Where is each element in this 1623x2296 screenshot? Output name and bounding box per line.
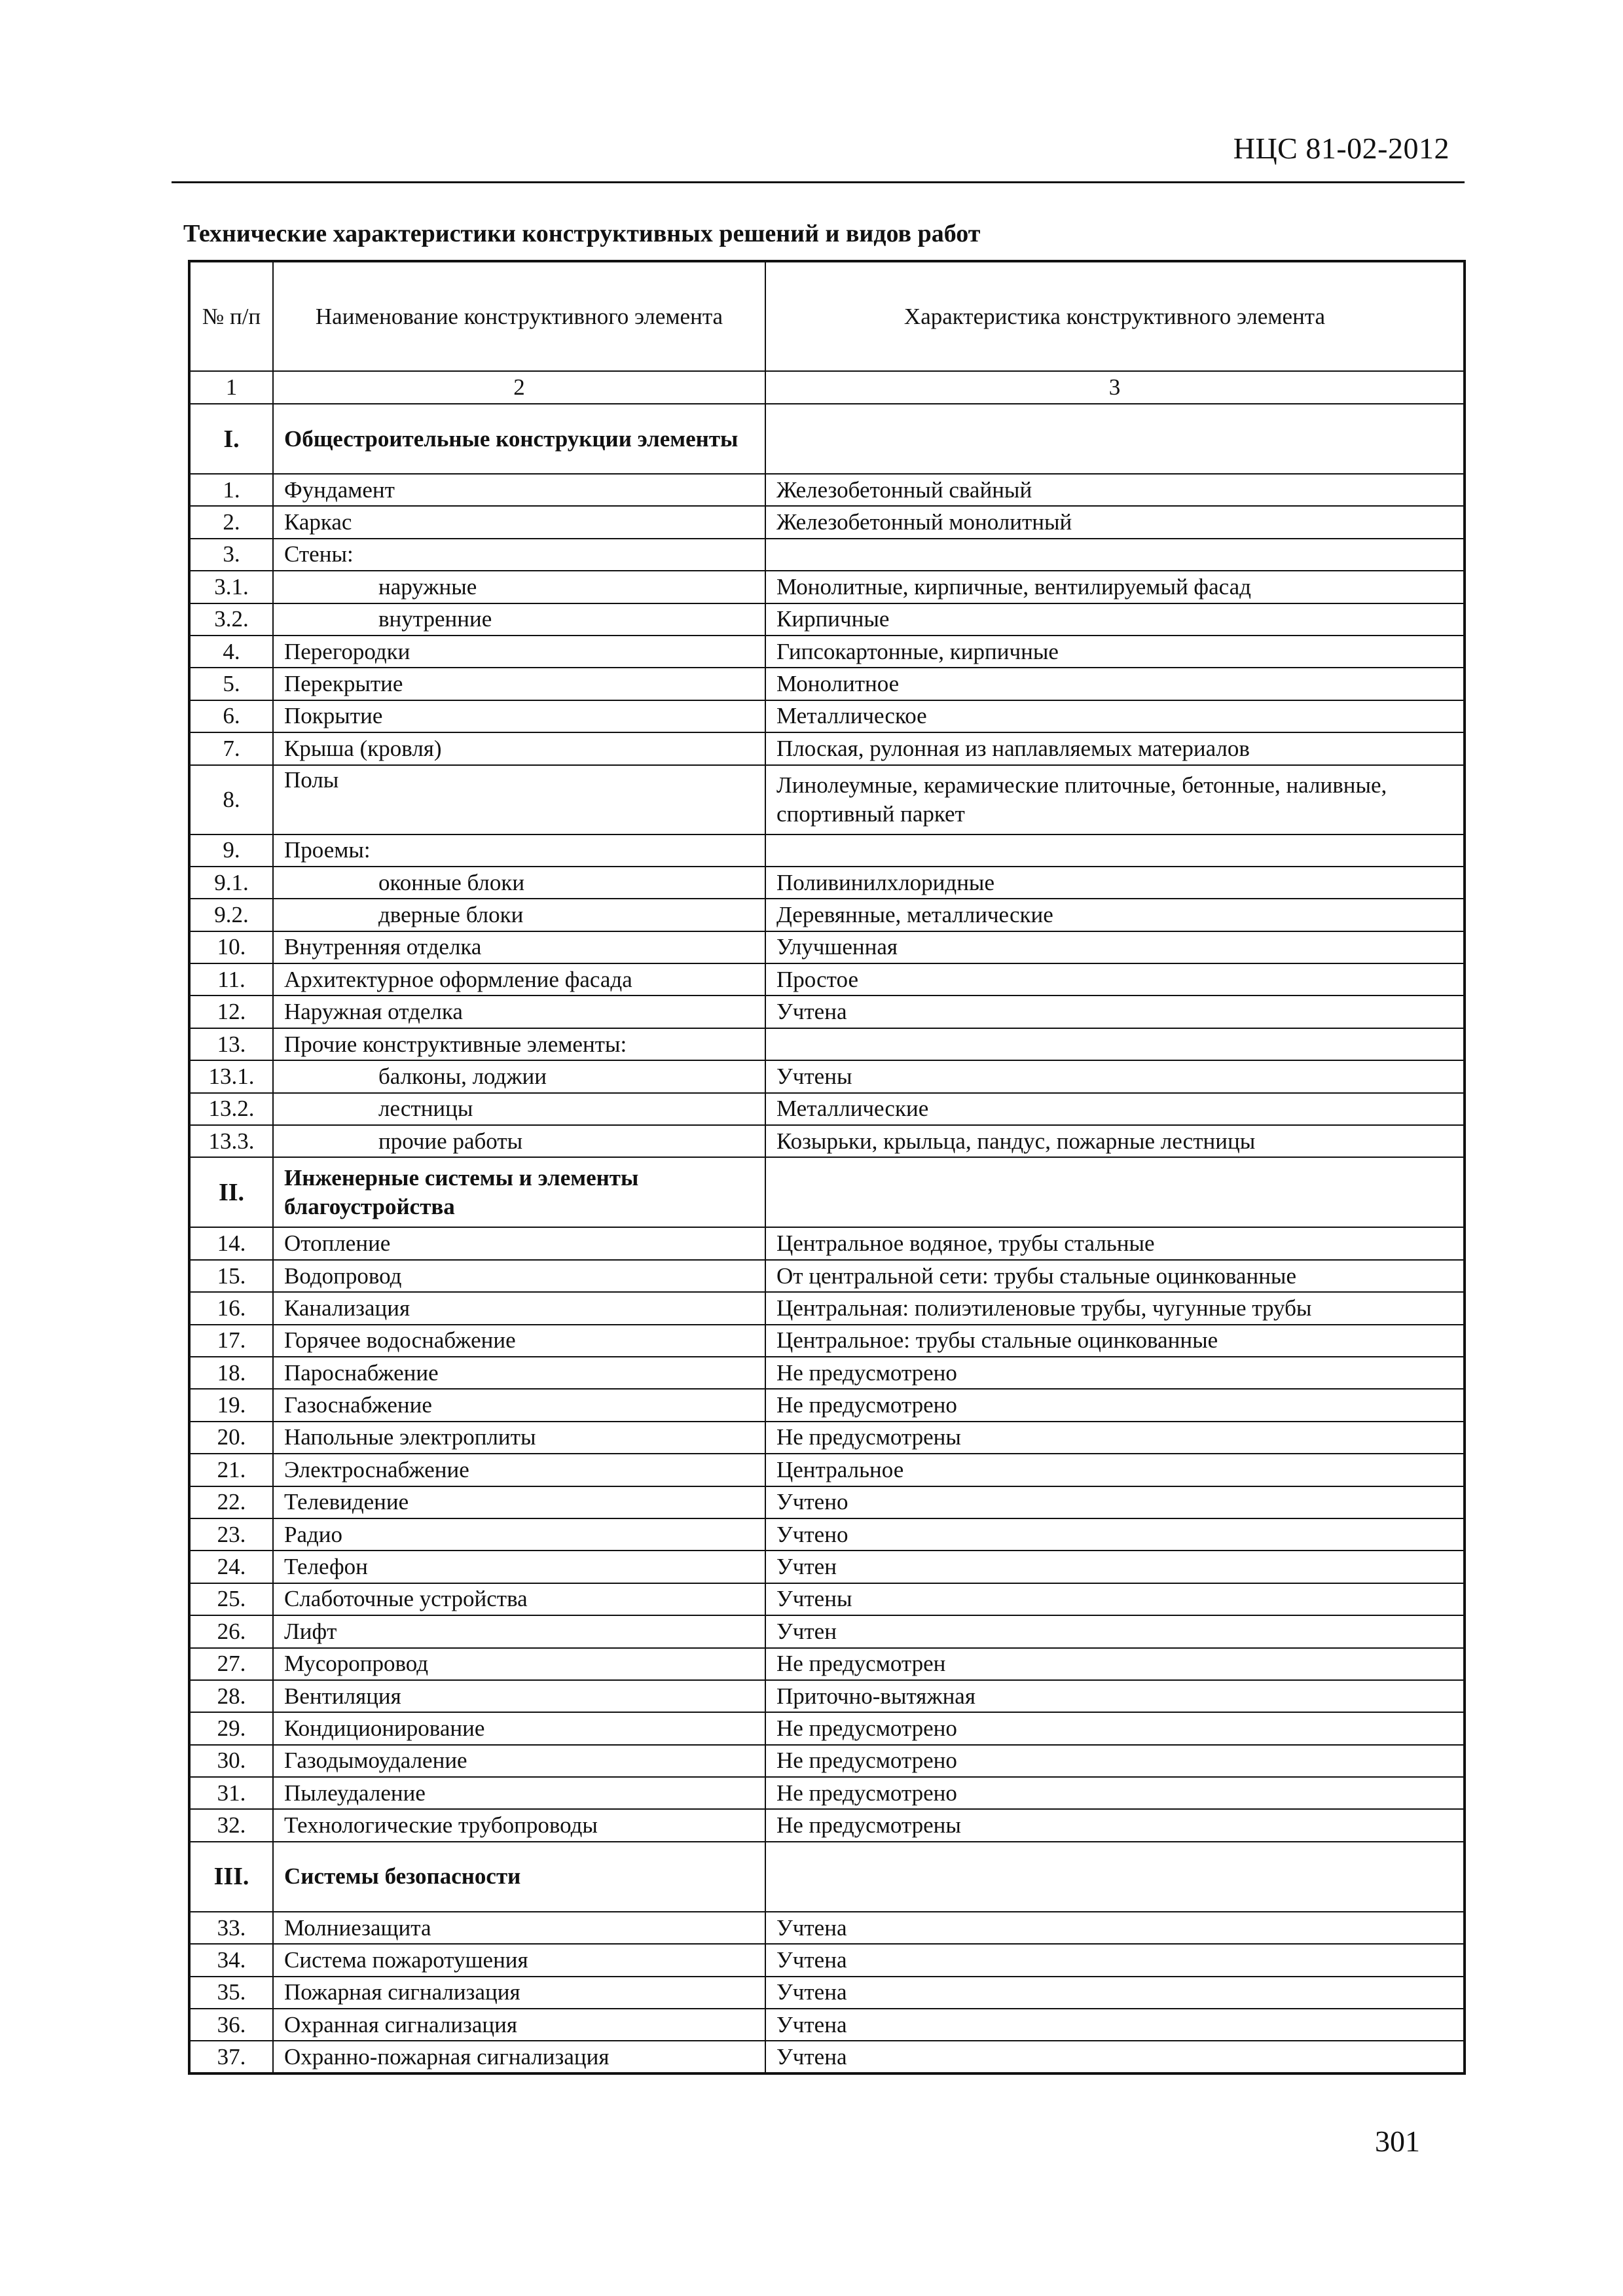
table-row	[189, 765, 1465, 834]
table-row	[189, 963, 1465, 996]
table-row	[189, 1809, 1465, 1841]
element-name: Покрытие	[273, 700, 765, 732]
table-row	[189, 931, 1465, 963]
row-number: 30.	[189, 1745, 273, 1777]
element-name: Крыша (кровля)	[273, 732, 765, 764]
row-number: 13.2.	[189, 1093, 273, 1125]
table-row	[189, 834, 1465, 867]
element-name: внутренние	[273, 603, 765, 636]
row-number: 18.	[189, 1357, 273, 1389]
element-characteristic: Не предусмотрено	[765, 1389, 1465, 1421]
element-characteristic: Не предусмотрены	[765, 1422, 1465, 1454]
element-characteristic: Учтена	[765, 1977, 1465, 2009]
element-name: Перекрытие	[273, 668, 765, 700]
header-characteristic: Характеристика конструктивного элемента	[765, 261, 1465, 371]
row-number: 10.	[189, 931, 273, 963]
element-characteristic	[765, 539, 1465, 571]
element-name: наружные	[273, 571, 765, 603]
row-number: 23.	[189, 1518, 273, 1551]
element-characteristic: Учтен	[765, 1551, 1465, 1583]
element-characteristic: Приточно-вытяжная	[765, 1680, 1465, 1712]
element-characteristic	[765, 1157, 1465, 1227]
row-number: 19.	[189, 1389, 273, 1421]
element-name: Телефон	[273, 1551, 765, 1583]
row-number: 13.1.	[189, 1060, 273, 1092]
element-name: Напольные электроплиты	[273, 1422, 765, 1454]
element-characteristic: Учтена	[765, 996, 1465, 1028]
row-number: 7.	[189, 732, 273, 764]
table-row	[189, 2041, 1465, 2073]
section-row	[189, 1157, 1465, 1227]
row-number: III.	[189, 1842, 273, 1912]
row-number: 3.2.	[189, 603, 273, 636]
element-name: Система пожаротушения	[273, 1944, 765, 1976]
row-number: 13.3.	[189, 1125, 273, 1157]
page-number: 301	[1375, 2125, 1420, 2158]
element-name: Вентиляция	[273, 1680, 765, 1712]
element-characteristic: Монолитное	[765, 668, 1465, 700]
element-name: Электроснабжение	[273, 1454, 765, 1486]
element-characteristic: От центральной сети: трубы стальные оцинкованные	[765, 1260, 1465, 1292]
element-characteristic: Учтено	[765, 1486, 1465, 1518]
element-name: Пожарная сигнализация	[273, 1977, 765, 2009]
row-number: 6.	[189, 700, 273, 732]
row-number: 31.	[189, 1777, 273, 1809]
element-characteristic: Не предусмотрено	[765, 1777, 1465, 1809]
element-characteristic: Учтен	[765, 1615, 1465, 1647]
table-row	[189, 1325, 1465, 1357]
element-name: лестницы	[273, 1093, 765, 1125]
element-name: Внутренняя отделка	[273, 931, 765, 963]
element-name: дверные блоки	[273, 899, 765, 931]
element-name: Стены:	[273, 539, 765, 571]
row-number: 8.	[189, 765, 273, 834]
element-characteristic: Учтена	[765, 1944, 1465, 1976]
element-characteristic: Деревянные, металлические	[765, 899, 1465, 931]
element-name: Инженерные системы и элементы благоустройства	[273, 1157, 765, 1227]
element-name: Перегородки	[273, 636, 765, 668]
element-characteristic: Кирпичные	[765, 603, 1465, 636]
table-row	[189, 1648, 1465, 1680]
row-number: 35.	[189, 1977, 273, 2009]
table-row	[189, 1912, 1465, 1944]
table-row	[189, 1028, 1465, 1060]
element-name: Мусоропровод	[273, 1648, 765, 1680]
row-number: 11.	[189, 963, 273, 996]
element-characteristic: Козырьки, крыльца, пандус, пожарные лестницы	[765, 1125, 1465, 1157]
table-row	[189, 899, 1465, 931]
element-name: прочие работы	[273, 1125, 765, 1157]
element-characteristic	[765, 1842, 1465, 1912]
table-row	[189, 1422, 1465, 1454]
element-name: Отопление	[273, 1227, 765, 1259]
element-characteristic: Не предусмотрено	[765, 1745, 1465, 1777]
section-row	[189, 1842, 1465, 1912]
element-name: Пароснабжение	[273, 1357, 765, 1389]
element-name: Лифт	[273, 1615, 765, 1647]
element-name: Кондиционирование	[273, 1712, 765, 1744]
table-row	[189, 1944, 1465, 1976]
row-number: 28.	[189, 1680, 273, 1712]
element-characteristic	[765, 834, 1465, 867]
element-name: Водопровод	[273, 1260, 765, 1292]
element-characteristic	[765, 404, 1465, 474]
row-number: 15.	[189, 1260, 273, 1292]
element-name: Пылеудаление	[273, 1777, 765, 1809]
element-characteristic: Центральное водяное, трубы стальные	[765, 1227, 1465, 1259]
row-number: 34.	[189, 1944, 273, 1976]
table-row	[189, 1518, 1465, 1551]
column-number: 2	[273, 371, 765, 404]
element-name: оконные блоки	[273, 867, 765, 899]
element-characteristic: Не предусмотрено	[765, 1712, 1465, 1744]
table-row	[189, 1583, 1465, 1615]
element-name: Слаботочные устройства	[273, 1583, 765, 1615]
row-number: 3.	[189, 539, 273, 571]
table-row	[189, 1977, 1465, 2009]
element-name: Общестроительные конструкции элементы	[273, 404, 765, 474]
element-characteristic: Центральное: трубы стальные оцинкованные	[765, 1325, 1465, 1357]
element-characteristic: Металлическое	[765, 700, 1465, 732]
element-characteristic: Центральная: полиэтиленовые трубы, чугунные трубы	[765, 1292, 1465, 1324]
table-row	[189, 1712, 1465, 1744]
table-row	[189, 1486, 1465, 1518]
column-number-row	[189, 371, 1465, 404]
column-number: 1	[189, 371, 273, 404]
row-number: 32.	[189, 1809, 273, 1841]
element-characteristic: Учтена	[765, 2041, 1465, 2073]
table-row	[189, 996, 1465, 1028]
table-row	[189, 732, 1465, 764]
element-name: балконы, лоджии	[273, 1060, 765, 1092]
row-number: 33.	[189, 1912, 273, 1944]
row-number: 3.1.	[189, 571, 273, 603]
row-number: 21.	[189, 1454, 273, 1486]
element-name: Архитектурное оформление фасада	[273, 963, 765, 996]
table-row	[189, 1777, 1465, 1809]
element-characteristic: Не предусмотрен	[765, 1648, 1465, 1680]
element-characteristic: Железобетонный монолитный	[765, 506, 1465, 538]
element-name: Прочие конструктивные элементы:	[273, 1028, 765, 1060]
element-name: Полы	[273, 765, 765, 834]
element-name: Радио	[273, 1518, 765, 1551]
column-number: 3	[765, 371, 1465, 404]
element-characteristic: Простое	[765, 963, 1465, 996]
section-row	[189, 404, 1465, 474]
row-number: 37.	[189, 2041, 273, 2073]
element-name: Горячее водоснабжение	[273, 1325, 765, 1357]
element-characteristic	[765, 1028, 1465, 1060]
element-characteristic: Улучшенная	[765, 931, 1465, 963]
row-number: I.	[189, 404, 273, 474]
element-characteristic: Учтена	[765, 1912, 1465, 1944]
table-row	[189, 1615, 1465, 1647]
row-number: II.	[189, 1157, 273, 1227]
header-rule	[172, 181, 1465, 183]
table-row	[189, 1060, 1465, 1092]
element-characteristic: Учтены	[765, 1583, 1465, 1615]
element-characteristic: Учтены	[765, 1060, 1465, 1092]
element-characteristic: Не предусмотрены	[765, 1809, 1465, 1841]
table-row	[189, 571, 1465, 603]
element-characteristic: Не предусмотрено	[765, 1357, 1465, 1389]
element-characteristic: Учтена	[765, 2009, 1465, 2041]
element-name: Газодымоудаление	[273, 1745, 765, 1777]
row-number: 14.	[189, 1227, 273, 1259]
element-name: Охранная сигнализация	[273, 2009, 765, 2041]
table-row	[189, 1745, 1465, 1777]
table-row	[189, 1357, 1465, 1389]
row-number: 17.	[189, 1325, 273, 1357]
row-number: 29.	[189, 1712, 273, 1744]
table-header-row	[189, 261, 1465, 371]
row-number: 5.	[189, 668, 273, 700]
table-row	[189, 1093, 1465, 1125]
element-characteristic: Железобетонный свайный	[765, 474, 1465, 506]
table-title: Технические характеристики конструктивных решений и видов работ	[183, 220, 981, 247]
table-row	[189, 1292, 1465, 1324]
element-characteristic: Центральное	[765, 1454, 1465, 1486]
element-characteristic: Учтено	[765, 1518, 1465, 1551]
header-num: № п/п	[189, 261, 273, 371]
row-number: 22.	[189, 1486, 273, 1518]
row-number: 16.	[189, 1292, 273, 1324]
element-name: Наружная отделка	[273, 996, 765, 1028]
characteristics-table	[188, 260, 1466, 2075]
element-characteristic: Гипсокартонные, кирпичные	[765, 636, 1465, 668]
row-number: 1.	[189, 474, 273, 506]
header-name: Наименование конструктивного элемента	[273, 261, 765, 371]
table-row	[189, 2009, 1465, 2041]
element-name: Канализация	[273, 1292, 765, 1324]
table-row	[189, 1260, 1465, 1292]
table-row	[189, 1680, 1465, 1712]
row-number: 27.	[189, 1648, 273, 1680]
element-name: Телевидение	[273, 1486, 765, 1518]
element-characteristic: Плоская, рулонная из наплавляемых материалов	[765, 732, 1465, 764]
row-number: 9.2.	[189, 899, 273, 931]
element-name: Молниезащита	[273, 1912, 765, 1944]
table-row	[189, 506, 1465, 538]
element-name: Проемы:	[273, 834, 765, 867]
row-number: 2.	[189, 506, 273, 538]
row-number: 9.	[189, 834, 273, 867]
table-row	[189, 1454, 1465, 1486]
row-number: 9.1.	[189, 867, 273, 899]
row-number: 12.	[189, 996, 273, 1028]
table-row	[189, 636, 1465, 668]
table-row	[189, 700, 1465, 732]
element-name: Каркас	[273, 506, 765, 538]
element-characteristic: Монолитные, кирпичные, вентилируемый фасад	[765, 571, 1465, 603]
row-number: 24.	[189, 1551, 273, 1583]
table-row	[189, 474, 1465, 506]
table-row	[189, 1125, 1465, 1157]
element-characteristic: Линолеумные, керамические плиточные, бетонные, наливные, спортивный паркет	[765, 765, 1465, 834]
table-row	[189, 1389, 1465, 1421]
table-row	[189, 1227, 1465, 1259]
document-code: НЦС 81-02-2012	[1233, 132, 1450, 165]
element-name: Фундамент	[273, 474, 765, 506]
element-characteristic: Металлические	[765, 1093, 1465, 1125]
table-row	[189, 668, 1465, 700]
row-number: 36.	[189, 2009, 273, 2041]
table-row	[189, 867, 1465, 899]
row-number: 26.	[189, 1615, 273, 1647]
element-name: Технологические трубопроводы	[273, 1809, 765, 1841]
element-name: Охранно-пожарная сигнализация	[273, 2041, 765, 2073]
element-name: Системы безопасности	[273, 1842, 765, 1912]
table-row	[189, 603, 1465, 636]
row-number: 13.	[189, 1028, 273, 1060]
row-number: 20.	[189, 1422, 273, 1454]
row-number: 25.	[189, 1583, 273, 1615]
element-characteristic: Поливинилхлоридные	[765, 867, 1465, 899]
table-row	[189, 539, 1465, 571]
row-number: 4.	[189, 636, 273, 668]
element-name: Газоснабжение	[273, 1389, 765, 1421]
table-row	[189, 1551, 1465, 1583]
